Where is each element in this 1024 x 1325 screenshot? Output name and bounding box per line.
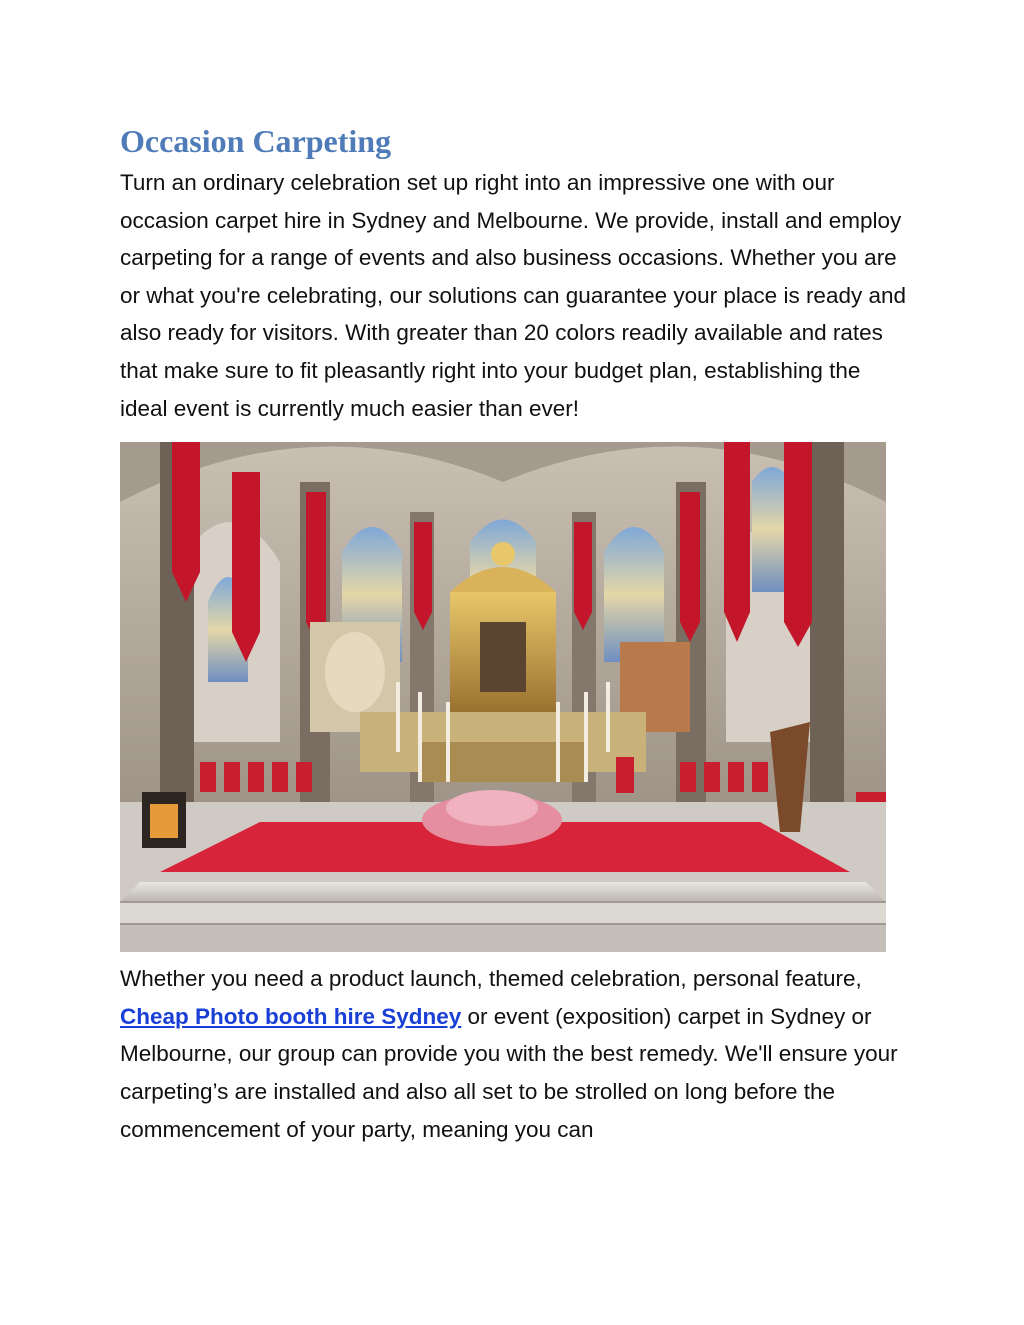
intro-paragraph: Turn an ordinary celebration set up right into an impressive one with our occasion carpet hire in Sydney and Melbourne. We provide, install and employ carpeting for a range of events and also business occasions. Whether you are or what you're celebrating, our solutions can guarantee your place is ready and also ready for visitors. With greater than 20 colors readily available and rates that make sure to fit pleasantly right into your budget plan, establishing the ideal event is currently much easier than ever! [120, 170, 907, 421]
photo-booth-link[interactable]: Cheap Photo booth hire Sydney [120, 1003, 462, 1029]
body-text-after-link: or event (exposition) carpet in Sydney or Melbourne, our group can provide you with the best remedy. We'll ensure your carpeting’s are installed and also all set to be strolled on long before the commencement of your party, meaning you can [120, 1003, 898, 1142]
document-page [120, 118, 910, 1148]
page-title: Occasion Carpeting [120, 123, 392, 159]
body-text-before-link: Whether you need a product launch, themed celebration, personal feature, [120, 966, 862, 992]
body-paragraph [120, 960, 910, 1148]
church-altar-photo [120, 442, 886, 952]
